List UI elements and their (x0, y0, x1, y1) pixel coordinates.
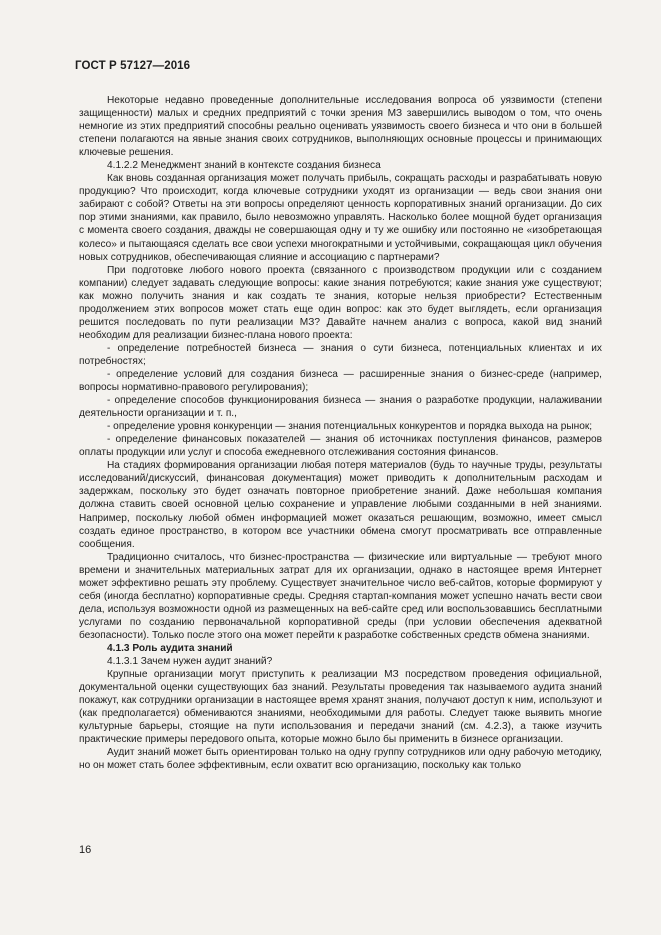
list-item: - определение условий для создания бизнеса — расширенные знания о бизнес-среде (например, вопросы нормативно-правового регулирования); (79, 368, 602, 394)
subsection-heading: 4.1.3.1 Зачем нужен аудит знаний? (107, 656, 273, 668)
body-text (79, 94, 602, 772)
paragraph: Крупные организации могут приступить к реализации МЗ посредством проведения официальной, документальной оценки существующих баз знаний. Результаты проведения так называемого аудита знаний покажут, как сотрудники организации в настоящее время хранят знания, получают доступ к ним, используют и (как предполагается) обмениваются знаниями, необходимыми для работы. Следует также выявить многие культурные барьеры, стоящие на пути использования и передачи знаний (см. 4.2.3), а также изучить практические примеры передового опыта, которые можно было бы применить в бизнесе организации. (79, 669, 602, 746)
list-item: - определение уровня конкуренции — знания потенциальных конкурентов и порядка выхода на рынок; (107, 421, 593, 433)
section-heading: 4.1.2.2 Менеджмент знаний в контексте создания бизнеса (107, 160, 381, 172)
document-header: ГОСТ Р 57127—2016 (75, 60, 191, 72)
paragraph: Традиционно считалось, что бизнес-пространства — физические или виртуальные — требуют много времени и значительных материальных затрат для их организации, однако в настоящее время Интернет может эффективно решать эту проблему. Существует значительное число веб-сайтов, которые формируют у себя (иногда бесплатно) корпоративные среды. Средняя стартап-компания может успешно начать вести свои дела, используя возможности одной из размещенных на веб-сайте сред или воспользовавшись бесплатными услугами по созданию первоначальной корпоративной среды (при условии обеспечения адекватной безопасности). Только после этого она может перейти к разработке собственных средств обмена знаниями. (79, 551, 602, 641)
paragraph: Аудит знаний может быть ориентирован только на одну группу сотрудников или одну рабочую методику, но он может стать более эффективным, если охватит всю организацию, поскольку как только (79, 747, 602, 772)
paragraph: Как вновь созданная организация может получать прибыль, сокращать расходы и разрабатывать новую продукцию? Что происходит, когда ключевые сотрудники уходят из организации — ведь свои знания они забирают с собой? Ответы на эти вопросы определяют ценность корпоративных знаний организации. До сих пор этими знаниями, как правило, было невозможно управлять. Насколько более мощной будет организация с момента своего создания, дважды не совершающая одну и ту же ошибку или постоянно не «изобретающая колесо» и пытающаяся сделать все свои успехи многократными и устойчивыми, сокращающая цикл обучения новых сотрудников, обеспечивающая слияние и ассоциацию с партнерами? (79, 173, 602, 263)
page-number: 16 (79, 844, 92, 856)
section-heading-bold: 4.1.3 Роль аудита знаний (107, 642, 233, 654)
list-item: - определение способов функционирования бизнеса — знания о разработке продукции, налаживании деятельности организации и т. п., (79, 395, 602, 420)
list-item: - определение потребностей бизнеса — знания о сути бизнеса, потенциальных клиентах и их потребностях; (79, 342, 602, 367)
paragraph: Некоторые недавно проведенные дополнительные исследования вопроса об уязвимости (степени защищенности) малых и средних предприятий с точки зрения МЗ завершились выводом о том, что очень немногие из этих предприятий способны реально оценивать уязвимость своего бизнеса и что они в большей степени полагаются на явные знания своих сотрудников, выполняющих основные процессы и принимающих ключевые решения. (79, 95, 602, 159)
paragraph: На стадиях формирования организации любая потеря материалов (будь то научные труды, результаты исследований/дискуссий, финансовая документация) может приводить к дополнительным расходам и задержкам, поскольку это будет означать повторное приобретение знаний. Даже небольшая компания должна ставить своей основной целью сохранение и управление любыми созданными в ней знаниями. Например, поскольку любой обмен информацией может оказаться решающим, возможно, имеет смысл создать единое пространство, в котором все участники обмена смогут просматривать все отправленные сообщения. (79, 460, 602, 550)
list-item: - определение финансовых показателей — знания об источниках поступления финансов, размеров оплаты продукции или услуг и способа ежедневного отслеживания состояния финансов. (79, 434, 602, 459)
paragraph: При подготовке любого нового проекта (связанного с производством продукции или с созданием компании) следует задавать следующие вопросы: какие знания потребуются; какие знания уже существуют; как можно получить знания и как создать те знания, которые нельзя приобрести? Естественным продолжением этих вопросов может стать еще один вопрос: как это будет выглядеть, если организация решится последовать по пути реализации МЗ? Давайте начнем анализ с вопроса, какой вид знаний необходим для реализации бизнес-плана нового проекта: (79, 264, 602, 341)
